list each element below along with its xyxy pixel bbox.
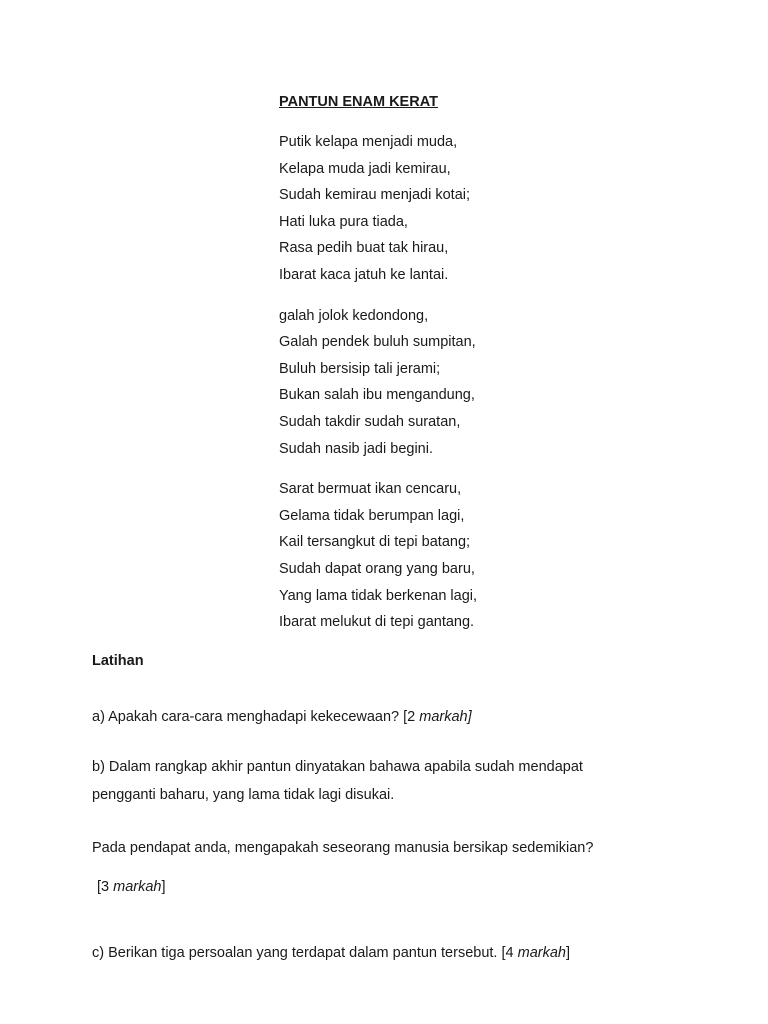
poem-line: Sudah dapat orang yang baru,: [279, 560, 475, 577]
question-a-mark: markah]: [419, 709, 472, 725]
poem-line: Hati luka pura tiada,: [279, 213, 408, 230]
poem-line: Galah pendek buluh sumpitan,: [279, 334, 476, 351]
poem-line: Ibarat melukut di tepi gantang.: [279, 614, 475, 631]
question-c-text: c) Berikan tiga persoalan yang terdapat dalam pantun tersebut. [4: [92, 945, 518, 961]
stanza-2: [279, 303, 699, 463]
exercise-section: [92, 650, 712, 961]
poem-section: [279, 92, 699, 650]
poem-line: Kelapa muda jadi kemirau,: [279, 160, 451, 177]
poem-line: Sarat bermuat ikan cencaru,: [279, 481, 462, 498]
poem-line: Rasa pedih buat tak hirau,: [279, 240, 449, 257]
question-b-mark-word: markah: [113, 879, 162, 895]
poem-line: Yang lama tidak berkenan lagi,: [279, 587, 478, 604]
question-a: [92, 703, 472, 731]
poem-title: PANTUN ENAM KERAT: [279, 94, 438, 110]
exercise-title: Latihan: [92, 653, 144, 669]
question-b-line-3: Pada pendapat anda, mengapakah seseorang manusia bersikap sedemikian?: [92, 840, 594, 856]
question-b-mark-close: ]: [161, 879, 166, 895]
stanza-1: [279, 129, 699, 289]
poem-line: Sudah nasib jadi begini.: [279, 440, 433, 457]
poem-line: Gelama tidak berumpan lagi,: [279, 507, 465, 524]
question-b-line-2: pengganti baharu, yang lama tidak lagi disukai.: [92, 787, 395, 803]
question-a-text: a) Apakah cara-cara menghadapi kekecewaan? [2: [92, 709, 420, 725]
poem-line: Sudah takdir sudah suratan,: [279, 413, 461, 430]
question-c-mark-close: ]: [565, 945, 570, 961]
poem-line: Bukan salah ibu mengandung,: [279, 387, 475, 404]
poem-line: Buluh bersisip tali jerami;: [279, 360, 441, 377]
poem-line: Ibarat kaca jatuh ke lantai.: [279, 266, 449, 283]
poem-line: galah jolok kedondong,: [279, 307, 429, 324]
question-b-mark: [97, 873, 166, 901]
question-b-line-1: b) Dalam rangkap akhir pantun dinyatakan bahawa apabila sudah mendapat: [92, 759, 583, 775]
question-c: [92, 939, 570, 967]
poem-line: Sudah kemirau menjadi kotai;: [279, 187, 471, 204]
question-c-mark-word: markah: [517, 945, 566, 961]
poem-line: Kail tersangkut di tepi batang;: [279, 534, 471, 551]
stanza-3: [279, 476, 699, 636]
poem-line: Putik kelapa menjadi muda,: [279, 134, 458, 150]
question-b-mark-open: [3: [97, 879, 114, 895]
